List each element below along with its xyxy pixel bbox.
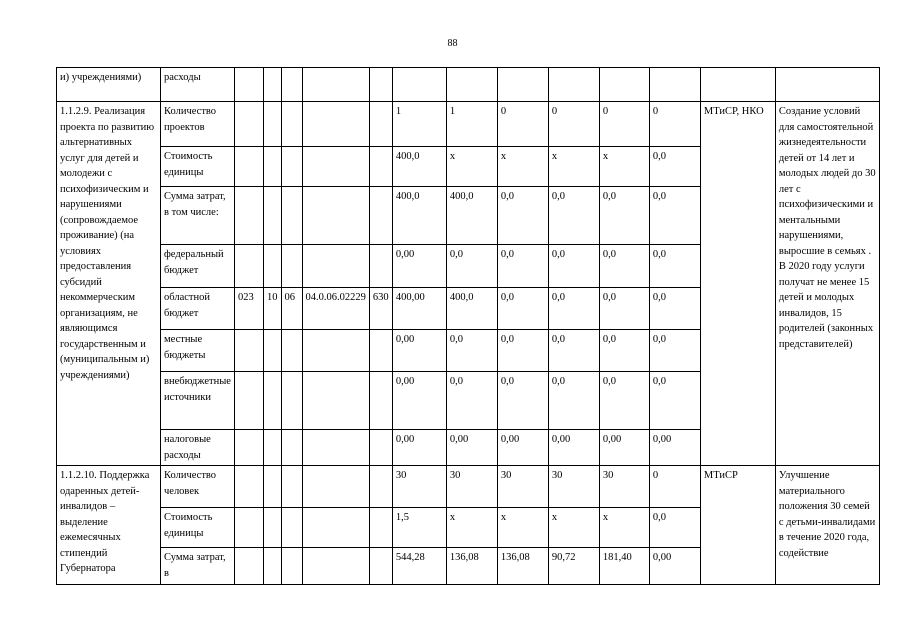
value-cell: 0,00: [392, 372, 446, 430]
kbk-grbs: [235, 466, 264, 508]
result-cell: [775, 68, 879, 102]
value-cell: 0,0: [649, 372, 700, 430]
value-cell: 400,0: [392, 187, 446, 245]
kbk-vr: [369, 245, 392, 288]
kbk-rz: [264, 372, 282, 430]
kbk-pr: [281, 245, 302, 288]
value-cell: х: [548, 147, 599, 187]
value-cell: [497, 68, 548, 102]
kbk-vr: [369, 102, 392, 147]
value-cell: 0,0: [497, 245, 548, 288]
page-number: 88: [447, 38, 458, 49]
kbk-csr: [302, 548, 369, 585]
value-cell: 0,0: [446, 330, 497, 372]
value-cell: 400,0: [446, 187, 497, 245]
value-cell: [649, 68, 700, 102]
value-cell: 400,00: [392, 288, 446, 330]
value-cell: 0,0: [497, 372, 548, 430]
kbk-csr: [302, 466, 369, 508]
kbk-grbs: [235, 330, 264, 372]
value-cell: 30: [497, 466, 548, 508]
value-cell: 136,08: [497, 548, 548, 585]
value-cell: х: [497, 508, 548, 548]
indicator-label: Количество человек: [161, 466, 235, 508]
indicator-label: областной бюджет: [161, 288, 235, 330]
kbk-pr: 06: [281, 288, 302, 330]
value-cell: [392, 68, 446, 102]
kbk-rz: [264, 330, 282, 372]
kbk-rz: 10: [264, 288, 282, 330]
value-cell: 0,00: [392, 430, 446, 466]
value-cell: 0,0: [548, 330, 599, 372]
kbk-pr: [281, 548, 302, 585]
value-cell: 0,0: [649, 330, 700, 372]
value-cell: 400,0: [446, 288, 497, 330]
kbk-csr: [302, 147, 369, 187]
kbk-rz: [264, 508, 282, 548]
kbk-rz: [264, 430, 282, 466]
indicator-label: Сумма затрат, в: [161, 548, 235, 585]
kbk-grbs: [235, 102, 264, 147]
kbk-csr: 04.0.06.02229: [302, 288, 369, 330]
kbk-csr: [302, 430, 369, 466]
program-table: [56, 67, 880, 585]
kbk-grbs: [235, 68, 264, 102]
kbk-vr: [369, 466, 392, 508]
value-cell: 0,0: [649, 508, 700, 548]
kbk-grbs: [235, 187, 264, 245]
kbk-csr: [302, 508, 369, 548]
kbk-vr: [369, 372, 392, 430]
kbk-grbs: [235, 508, 264, 548]
kbk-vr: [369, 508, 392, 548]
result-cell: Улучшение материального положения 30 семей с детьми-инвалидами в течение 2020 года, содействие: [775, 466, 879, 585]
value-cell: 0,00: [446, 430, 497, 466]
kbk-rz: [264, 102, 282, 147]
value-cell: 0,0: [649, 147, 700, 187]
value-cell: 0,00: [392, 245, 446, 288]
kbk-vr: [369, 187, 392, 245]
value-cell: 0,0: [548, 288, 599, 330]
value-cell: 30: [548, 466, 599, 508]
kbk-grbs: [235, 245, 264, 288]
indicator-label: Количество проектов: [161, 102, 235, 147]
value-cell: 181,40: [599, 548, 649, 585]
kbk-csr: [302, 102, 369, 147]
value-cell: 1: [392, 102, 446, 147]
value-cell: 0,0: [446, 372, 497, 430]
kbk-pr: [281, 187, 302, 245]
value-cell: 0,0: [649, 288, 700, 330]
value-cell: 0,0: [497, 330, 548, 372]
kbk-csr: [302, 187, 369, 245]
executor-cell: МТиСР: [700, 466, 775, 585]
value-cell: х: [446, 147, 497, 187]
value-cell: 0,0: [548, 187, 599, 245]
value-cell: 0: [548, 102, 599, 147]
value-cell: 0,0: [599, 187, 649, 245]
value-cell: 0,00: [649, 430, 700, 466]
value-cell: 0,0: [599, 372, 649, 430]
executor-cell: МТиСР, НКО: [700, 102, 775, 466]
indicator-label: расходы: [161, 68, 235, 102]
value-cell: 136,08: [446, 548, 497, 585]
indicator-label: налоговые расходы: [161, 430, 235, 466]
value-cell: 0,00: [392, 330, 446, 372]
value-cell: [599, 68, 649, 102]
result-cell: Создание условий для самостоятельной жизнедеятельности детей от 14 лет и молодых людей до 30 лет с психофизическими и ментальными нарушениями, выросшие в семьях . В 2020 году услуги получат не менее 15 детей и молодых инвалидов, 15 родителей (законных представителей): [775, 102, 879, 466]
kbk-rz: [264, 68, 282, 102]
kbk-rz: [264, 245, 282, 288]
kbk-vr: [369, 330, 392, 372]
kbk-pr: [281, 430, 302, 466]
value-cell: 90,72: [548, 548, 599, 585]
kbk-pr: [281, 372, 302, 430]
indicator-label: Сумма затрат, в том числе:: [161, 187, 235, 245]
kbk-rz: [264, 466, 282, 508]
kbk-pr: [281, 508, 302, 548]
kbk-pr: [281, 68, 302, 102]
value-cell: 0: [599, 102, 649, 147]
value-cell: 0,0: [548, 372, 599, 430]
indicator-label: Стоимость единицы: [161, 147, 235, 187]
value-cell: х: [497, 147, 548, 187]
kbk-grbs: [235, 372, 264, 430]
value-cell: х: [548, 508, 599, 548]
indicator-label: Стоимость единицы: [161, 508, 235, 548]
value-cell: 0,0: [599, 330, 649, 372]
value-cell: 1: [446, 102, 497, 147]
value-cell: [446, 68, 497, 102]
value-cell: [548, 68, 599, 102]
kbk-vr: [369, 548, 392, 585]
value-cell: 1,5: [392, 508, 446, 548]
kbk-rz: [264, 187, 282, 245]
value-cell: 0,0: [599, 245, 649, 288]
kbk-rz: [264, 147, 282, 187]
value-cell: х: [599, 508, 649, 548]
value-cell: 0,00: [649, 548, 700, 585]
kbk-vr: [369, 68, 392, 102]
kbk-csr: [302, 330, 369, 372]
value-cell: 0,00: [497, 430, 548, 466]
value-cell: 0,0: [446, 245, 497, 288]
value-cell: 30: [446, 466, 497, 508]
value-cell: 30: [599, 466, 649, 508]
value-cell: 0,0: [599, 288, 649, 330]
table-row: [57, 466, 880, 508]
kbk-pr: [281, 330, 302, 372]
kbk-csr: [302, 68, 369, 102]
value-cell: 0: [497, 102, 548, 147]
value-cell: 0,0: [649, 245, 700, 288]
value-cell: 0: [649, 102, 700, 147]
kbk-vr: [369, 147, 392, 187]
kbk-csr: [302, 245, 369, 288]
kbk-pr: [281, 147, 302, 187]
value-cell: 0,0: [649, 187, 700, 245]
measure-description: 1.1.2.10. Поддержка одаренных детей-инвалидов – выделение ежемесячных стипендий Губернатора: [57, 466, 161, 585]
kbk-grbs: [235, 147, 264, 187]
kbk-pr: [281, 466, 302, 508]
value-cell: 0,0: [548, 245, 599, 288]
value-cell: 0,0: [497, 187, 548, 245]
measure-description: и) учреждениями): [57, 68, 161, 102]
kbk-pr: [281, 102, 302, 147]
executor-cell: [700, 68, 775, 102]
indicator-label: федеральный бюджет: [161, 245, 235, 288]
kbk-grbs: [235, 430, 264, 466]
indicator-label: внебюджетные источники: [161, 372, 235, 430]
kbk-csr: [302, 372, 369, 430]
table-row: [57, 68, 880, 102]
value-cell: 400,0: [392, 147, 446, 187]
measure-description: 1.1.2.9. Реализация проекта по развитию альтернативных услуг для детей и молодежи с психофизическим и нарушениями (сопровождаемое проживание) (на условиях предоставления субсидий некоммерческим организациям, не являющимся государственным и (муниципальным и) учреждениями): [57, 102, 161, 466]
value-cell: х: [599, 147, 649, 187]
kbk-grbs: 023: [235, 288, 264, 330]
kbk-vr: [369, 430, 392, 466]
value-cell: 544,28: [392, 548, 446, 585]
value-cell: 0: [649, 466, 700, 508]
value-cell: 0,00: [599, 430, 649, 466]
value-cell: 0,0: [497, 288, 548, 330]
kbk-rz: [264, 548, 282, 585]
indicator-label: местные бюджеты: [161, 330, 235, 372]
table-row: [57, 102, 880, 147]
kbk-vr: 630: [369, 288, 392, 330]
kbk-grbs: [235, 548, 264, 585]
value-cell: 30: [392, 466, 446, 508]
value-cell: х: [446, 508, 497, 548]
value-cell: 0,00: [548, 430, 599, 466]
